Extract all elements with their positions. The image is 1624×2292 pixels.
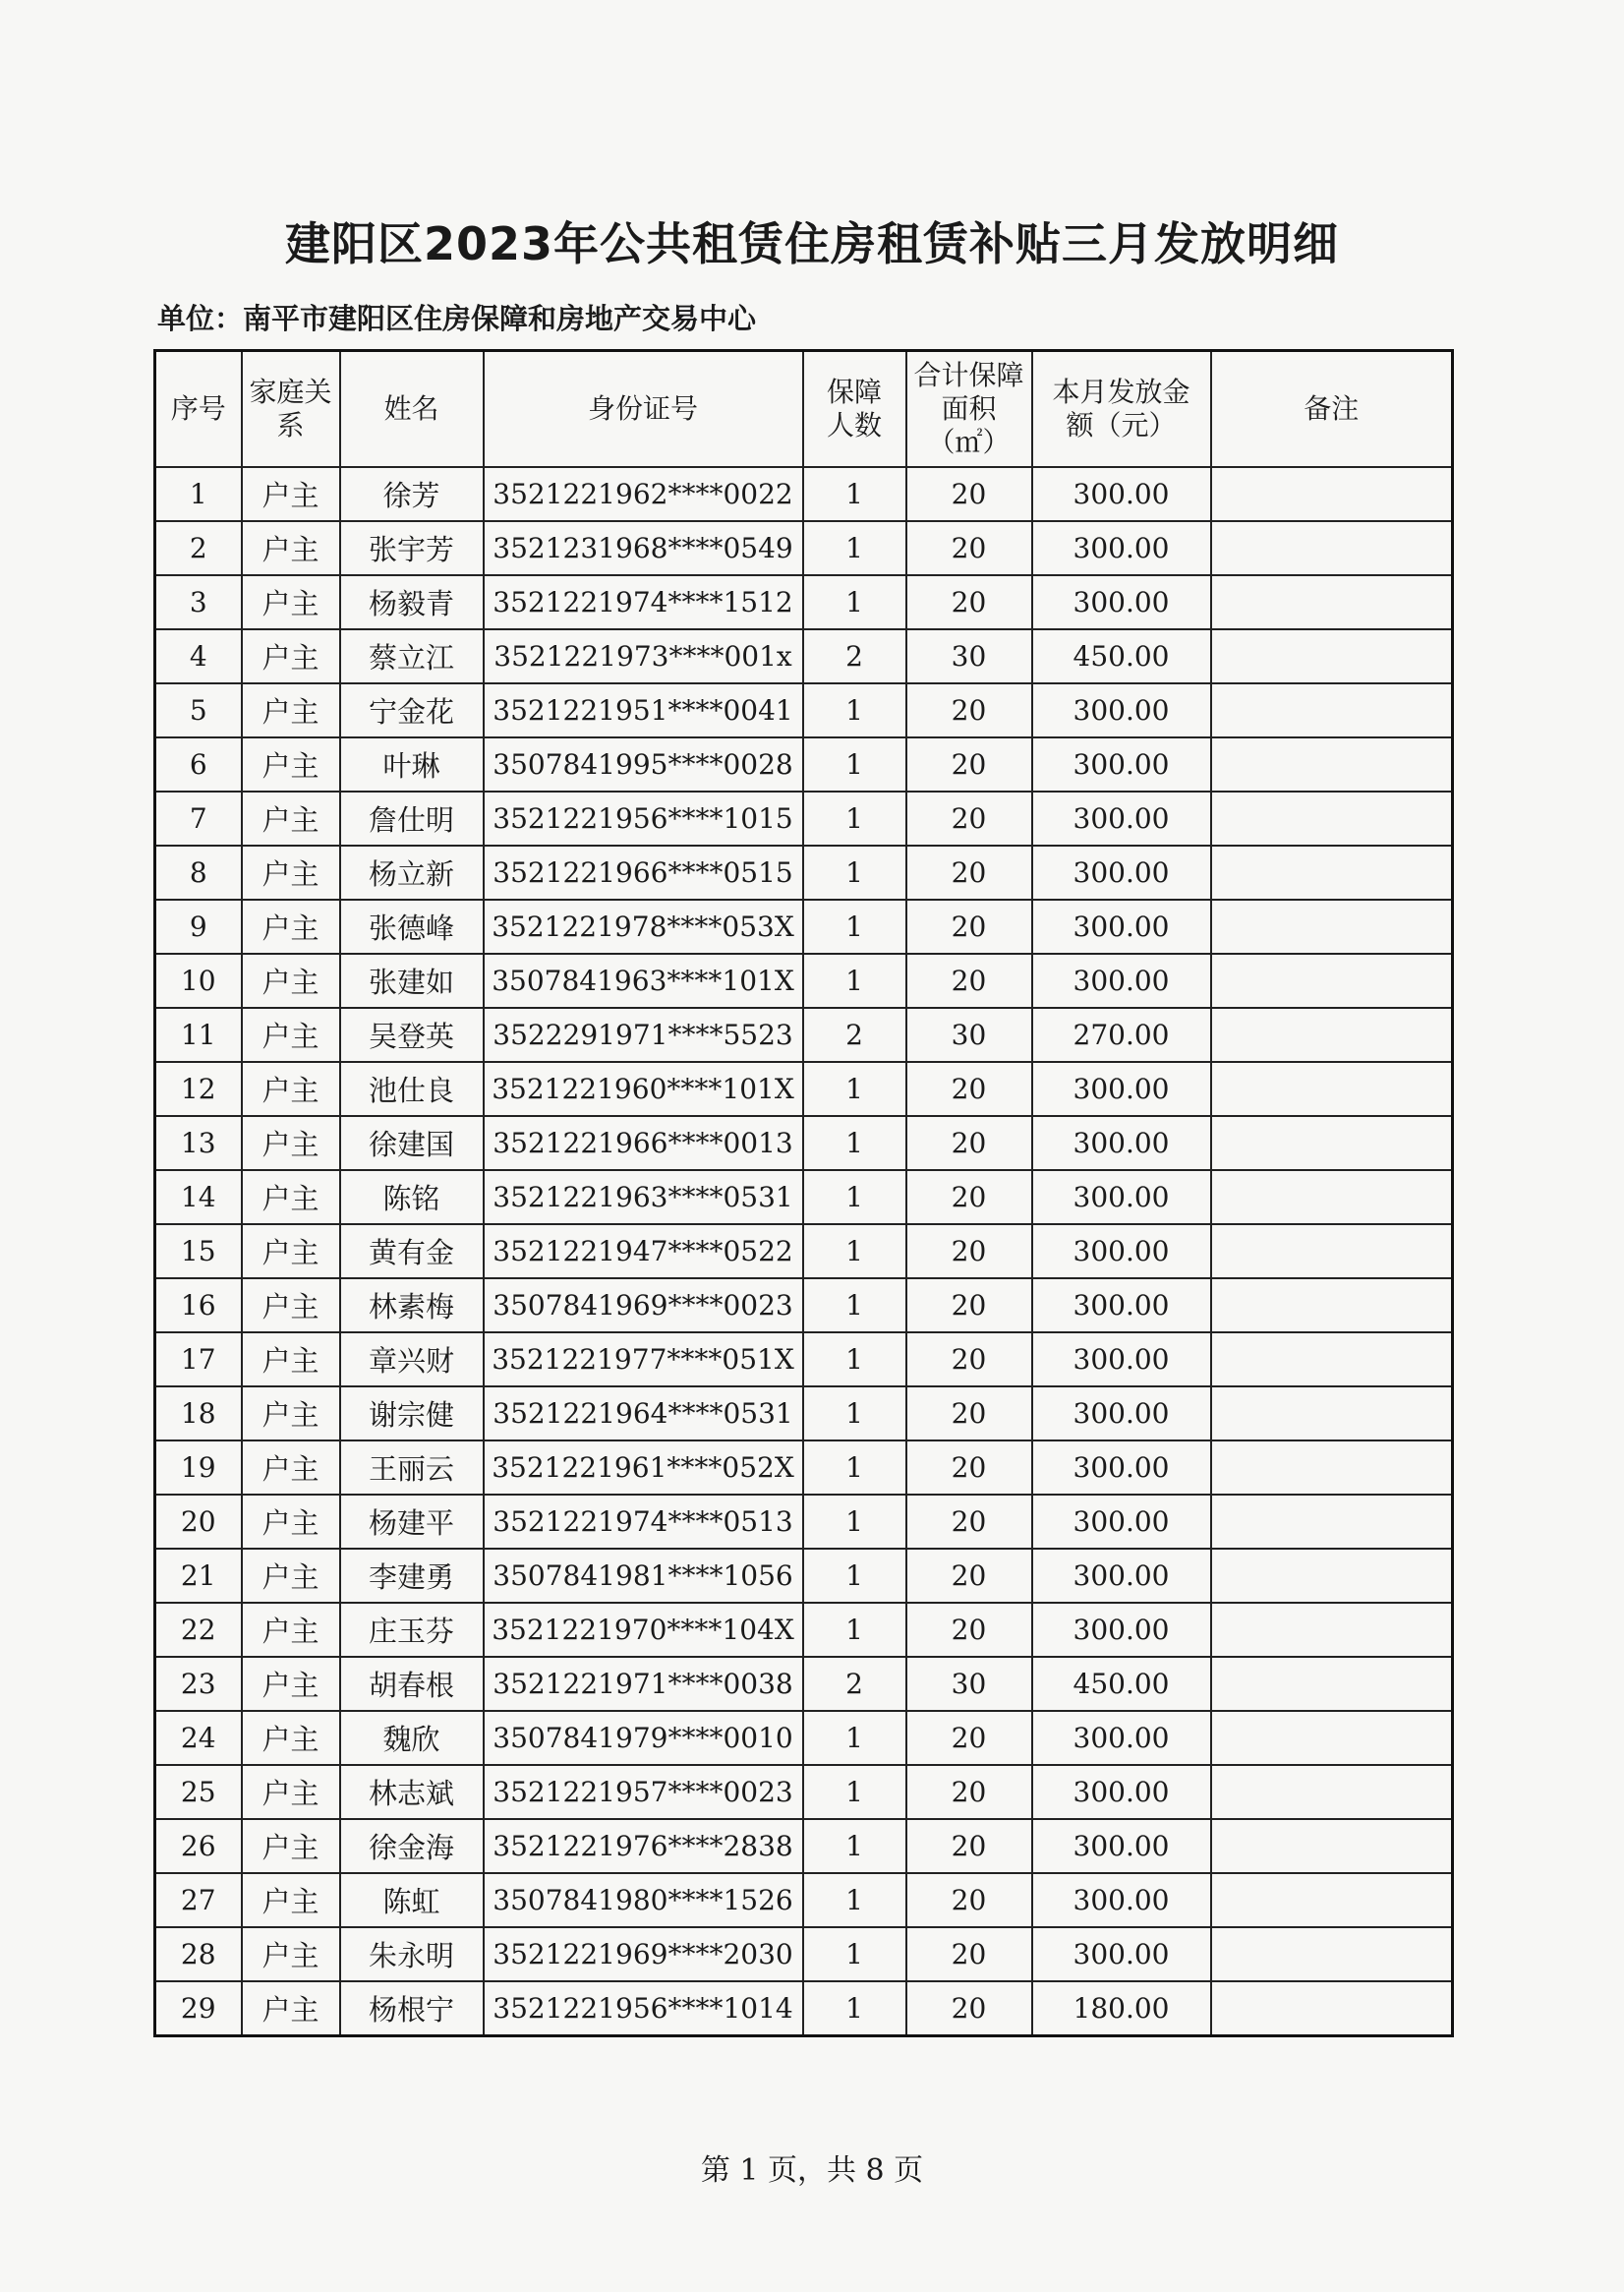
covered-persons-cell: 1 — [803, 521, 906, 575]
remark-cell — [1211, 1440, 1453, 1495]
id-number-cell: 3521221963****0531 — [484, 1170, 803, 1224]
person-name-cell: 张宇芳 — [340, 521, 484, 575]
remark-cell — [1211, 1927, 1453, 1981]
person-name-cell: 詹仕明 — [340, 792, 484, 846]
id-number-cell: 3521221974****0513 — [484, 1495, 803, 1549]
column-header: 保障人数 — [803, 351, 906, 468]
table-row — [155, 1657, 1453, 1711]
monthly-amount-cell: 300.00 — [1032, 954, 1211, 1008]
table-row — [155, 575, 1453, 629]
remark-cell — [1211, 1495, 1453, 1549]
table-header-row — [155, 351, 1453, 468]
remark-cell — [1211, 1224, 1453, 1278]
row-number-cell: 15 — [155, 1224, 242, 1278]
table-row — [155, 1386, 1453, 1440]
remark-cell — [1211, 1278, 1453, 1332]
id-number-cell: 3521221969****2030 — [484, 1927, 803, 1981]
family-relation-cell: 户主 — [242, 629, 340, 683]
table-row — [155, 954, 1453, 1008]
monthly-amount-cell: 300.00 — [1032, 1332, 1211, 1386]
covered-persons-cell: 1 — [803, 954, 906, 1008]
monthly-amount-cell: 300.00 — [1032, 900, 1211, 954]
remark-cell — [1211, 1657, 1453, 1711]
id-number-cell: 3521221961****052X — [484, 1440, 803, 1495]
person-name-cell: 林素梅 — [340, 1278, 484, 1332]
id-number-cell: 3521221977****051X — [484, 1332, 803, 1386]
covered-persons-cell: 1 — [803, 1386, 906, 1440]
remark-cell — [1211, 1170, 1453, 1224]
row-number-cell: 14 — [155, 1170, 242, 1224]
person-name-cell: 徐金海 — [340, 1819, 484, 1873]
monthly-amount-cell: 300.00 — [1032, 1170, 1211, 1224]
monthly-amount-cell: 300.00 — [1032, 792, 1211, 846]
covered-persons-cell: 1 — [803, 1440, 906, 1495]
id-number-cell: 3521221970****104X — [484, 1603, 803, 1657]
monthly-amount-cell: 300.00 — [1032, 1819, 1211, 1873]
row-number-cell: 19 — [155, 1440, 242, 1495]
column-header: 身份证号 — [484, 351, 803, 468]
remark-cell — [1211, 900, 1453, 954]
family-relation-cell: 户主 — [242, 1278, 340, 1332]
covered-area-cell: 20 — [906, 1819, 1032, 1873]
table-row — [155, 467, 1453, 521]
remark-cell — [1211, 1386, 1453, 1440]
person-name-cell: 胡春根 — [340, 1657, 484, 1711]
covered-area-cell: 20 — [906, 1927, 1032, 1981]
table-row — [155, 683, 1453, 737]
id-number-cell: 3521221966****0515 — [484, 846, 803, 900]
person-name-cell: 张德峰 — [340, 900, 484, 954]
family-relation-cell: 户主 — [242, 1765, 340, 1819]
covered-persons-cell: 1 — [803, 1603, 906, 1657]
person-name-cell: 杨毅青 — [340, 575, 484, 629]
row-number-cell: 1 — [155, 467, 242, 521]
row-number-cell: 12 — [155, 1062, 242, 1116]
table-row — [155, 1981, 1453, 2036]
row-number-cell: 13 — [155, 1116, 242, 1170]
table-row — [155, 1224, 1453, 1278]
covered-area-cell: 20 — [906, 1062, 1032, 1116]
id-number-cell: 3507841963****101X — [484, 954, 803, 1008]
covered-area-cell: 20 — [906, 1981, 1032, 2036]
row-number-cell: 5 — [155, 683, 242, 737]
family-relation-cell: 户主 — [242, 683, 340, 737]
table-row — [155, 1495, 1453, 1549]
covered-area-cell: 30 — [906, 1008, 1032, 1062]
row-number-cell: 11 — [155, 1008, 242, 1062]
covered-persons-cell: 1 — [803, 1765, 906, 1819]
id-number-cell: 3521221957****0023 — [484, 1765, 803, 1819]
row-number-cell: 18 — [155, 1386, 242, 1440]
table-row — [155, 1819, 1453, 1873]
family-relation-cell: 户主 — [242, 521, 340, 575]
remark-cell — [1211, 1711, 1453, 1765]
monthly-amount-cell: 300.00 — [1032, 1765, 1211, 1819]
covered-area-cell: 20 — [906, 521, 1032, 575]
id-number-cell: 3521221974****1512 — [484, 575, 803, 629]
remark-cell — [1211, 737, 1453, 792]
monthly-amount-cell: 180.00 — [1032, 1981, 1211, 2036]
covered-persons-cell: 1 — [803, 1549, 906, 1603]
row-number-cell: 4 — [155, 629, 242, 683]
remark-cell — [1211, 1062, 1453, 1116]
table-row — [155, 1440, 1453, 1495]
monthly-amount-cell: 300.00 — [1032, 575, 1211, 629]
family-relation-cell: 户主 — [242, 737, 340, 792]
id-number-cell: 3522291971****5523 — [484, 1008, 803, 1062]
person-name-cell: 杨立新 — [340, 846, 484, 900]
family-relation-cell: 户主 — [242, 575, 340, 629]
covered-persons-cell: 1 — [803, 1873, 906, 1927]
monthly-amount-cell: 300.00 — [1032, 1278, 1211, 1332]
id-number-cell: 3521221956****1014 — [484, 1981, 803, 2036]
covered-persons-cell: 1 — [803, 683, 906, 737]
remark-cell — [1211, 1873, 1453, 1927]
id-number-cell: 3507841980****1526 — [484, 1873, 803, 1927]
family-relation-cell: 户主 — [242, 1981, 340, 2036]
remark-cell — [1211, 954, 1453, 1008]
id-number-cell: 3521231968****0549 — [484, 521, 803, 575]
table-row — [155, 1603, 1453, 1657]
document-title: 建阳区2023年公共租赁住房租赁补贴三月发放明细 — [284, 217, 1340, 270]
person-name-cell: 庄玉芬 — [340, 1603, 484, 1657]
remark-cell — [1211, 1116, 1453, 1170]
column-header: 合计保障面积（㎡） — [906, 351, 1032, 468]
row-number-cell: 25 — [155, 1765, 242, 1819]
covered-persons-cell: 1 — [803, 900, 906, 954]
person-name-cell: 杨建平 — [340, 1495, 484, 1549]
id-number-cell: 3521221947****0522 — [484, 1224, 803, 1278]
person-name-cell: 朱永明 — [340, 1927, 484, 1981]
family-relation-cell: 户主 — [242, 792, 340, 846]
family-relation-cell: 户主 — [242, 1440, 340, 1495]
covered-area-cell: 20 — [906, 1873, 1032, 1927]
monthly-amount-cell: 300.00 — [1032, 1116, 1211, 1170]
monthly-amount-cell: 300.00 — [1032, 467, 1211, 521]
id-number-cell: 3521221971****0038 — [484, 1657, 803, 1711]
covered-persons-cell: 1 — [803, 1711, 906, 1765]
table-row — [155, 1008, 1453, 1062]
person-name-cell: 章兴财 — [340, 1332, 484, 1386]
covered-area-cell: 20 — [906, 846, 1032, 900]
row-number-cell: 24 — [155, 1711, 242, 1765]
table-row — [155, 1062, 1453, 1116]
family-relation-cell: 户主 — [242, 1495, 340, 1549]
column-header: 家庭关系 — [242, 351, 340, 468]
table-row — [155, 1116, 1453, 1170]
family-relation-cell: 户主 — [242, 1711, 340, 1765]
monthly-amount-cell: 300.00 — [1032, 846, 1211, 900]
covered-persons-cell: 1 — [803, 1116, 906, 1170]
id-number-cell: 3521221978****053X — [484, 900, 803, 954]
table-row — [155, 629, 1453, 683]
covered-persons-cell: 1 — [803, 1819, 906, 1873]
table-row — [155, 1278, 1453, 1332]
id-number-cell: 3521221951****0041 — [484, 683, 803, 737]
family-relation-cell: 户主 — [242, 1657, 340, 1711]
table-row — [155, 737, 1453, 792]
person-name-cell: 蔡立江 — [340, 629, 484, 683]
covered-persons-cell: 1 — [803, 1927, 906, 1981]
table-row — [155, 1332, 1453, 1386]
person-name-cell: 杨根宁 — [340, 1981, 484, 2036]
person-name-cell: 叶琳 — [340, 737, 484, 792]
page-number: 第 1 页，共 8 页 — [700, 2153, 924, 2188]
person-name-cell: 池仕良 — [340, 1062, 484, 1116]
id-number-cell: 3507841995****0028 — [484, 737, 803, 792]
covered-area-cell: 20 — [906, 1495, 1032, 1549]
monthly-amount-cell: 300.00 — [1032, 1873, 1211, 1927]
monthly-amount-cell: 300.00 — [1032, 1386, 1211, 1440]
covered-persons-cell: 1 — [803, 1981, 906, 2036]
covered-area-cell: 20 — [906, 1440, 1032, 1495]
monthly-amount-cell: 300.00 — [1032, 683, 1211, 737]
monthly-amount-cell: 300.00 — [1032, 1440, 1211, 1495]
row-number-cell: 27 — [155, 1873, 242, 1927]
covered-area-cell: 30 — [906, 1657, 1032, 1711]
id-number-cell: 3521221973****001x — [484, 629, 803, 683]
id-number-cell: 3507841969****0023 — [484, 1278, 803, 1332]
table-row — [155, 521, 1453, 575]
id-number-cell: 3521221962****0022 — [484, 467, 803, 521]
remark-cell — [1211, 1981, 1453, 2036]
row-number-cell: 28 — [155, 1927, 242, 1981]
family-relation-cell: 户主 — [242, 1549, 340, 1603]
table-row — [155, 1927, 1453, 1981]
row-number-cell: 10 — [155, 954, 242, 1008]
covered-area-cell: 20 — [906, 1765, 1032, 1819]
covered-persons-cell: 2 — [803, 1657, 906, 1711]
family-relation-cell: 户主 — [242, 1386, 340, 1440]
family-relation-cell: 户主 — [242, 1170, 340, 1224]
remark-cell — [1211, 1549, 1453, 1603]
row-number-cell: 8 — [155, 846, 242, 900]
covered-area-cell: 20 — [906, 1386, 1032, 1440]
covered-persons-cell: 1 — [803, 792, 906, 846]
monthly-amount-cell: 300.00 — [1032, 521, 1211, 575]
remark-cell — [1211, 575, 1453, 629]
table-row — [155, 1170, 1453, 1224]
person-name-cell: 吴登英 — [340, 1008, 484, 1062]
row-number-cell: 23 — [155, 1657, 242, 1711]
remark-cell — [1211, 1008, 1453, 1062]
monthly-amount-cell: 450.00 — [1032, 629, 1211, 683]
row-number-cell: 20 — [155, 1495, 242, 1549]
column-header: 备注 — [1211, 351, 1453, 468]
family-relation-cell: 户主 — [242, 1008, 340, 1062]
covered-area-cell: 20 — [906, 1603, 1032, 1657]
column-header: 本月发放金额（元） — [1032, 351, 1211, 468]
row-number-cell: 29 — [155, 1981, 242, 2036]
remark-cell — [1211, 792, 1453, 846]
person-name-cell: 谢宗健 — [340, 1386, 484, 1440]
family-relation-cell: 户主 — [242, 1062, 340, 1116]
family-relation-cell: 户主 — [242, 1332, 340, 1386]
covered-persons-cell: 1 — [803, 1332, 906, 1386]
covered-area-cell: 20 — [906, 467, 1032, 521]
remark-cell — [1211, 683, 1453, 737]
covered-area-cell: 20 — [906, 1278, 1032, 1332]
id-number-cell: 3521221956****1015 — [484, 792, 803, 846]
person-name-cell: 宁金花 — [340, 683, 484, 737]
monthly-amount-cell: 300.00 — [1032, 1224, 1211, 1278]
remark-cell — [1211, 467, 1453, 521]
family-relation-cell: 户主 — [242, 1927, 340, 1981]
person-name-cell: 张建如 — [340, 954, 484, 1008]
row-number-cell: 21 — [155, 1549, 242, 1603]
column-header: 序号 — [155, 351, 242, 468]
remark-cell — [1211, 846, 1453, 900]
id-number-cell: 3521221964****0531 — [484, 1386, 803, 1440]
covered-area-cell: 20 — [906, 954, 1032, 1008]
monthly-amount-cell: 300.00 — [1032, 1062, 1211, 1116]
monthly-amount-cell: 300.00 — [1032, 737, 1211, 792]
row-number-cell: 16 — [155, 1278, 242, 1332]
monthly-amount-cell: 300.00 — [1032, 1927, 1211, 1981]
subsidy-table — [153, 349, 1454, 2037]
covered-area-cell: 20 — [906, 683, 1032, 737]
covered-persons-cell: 2 — [803, 629, 906, 683]
covered-area-cell: 20 — [906, 737, 1032, 792]
monthly-amount-cell: 300.00 — [1032, 1711, 1211, 1765]
covered-area-cell: 20 — [906, 1224, 1032, 1278]
covered-persons-cell: 1 — [803, 1495, 906, 1549]
person-name-cell: 李建勇 — [340, 1549, 484, 1603]
person-name-cell: 林志斌 — [340, 1765, 484, 1819]
person-name-cell: 陈铭 — [340, 1170, 484, 1224]
family-relation-cell: 户主 — [242, 1603, 340, 1657]
remark-cell — [1211, 521, 1453, 575]
covered-persons-cell: 1 — [803, 1062, 906, 1116]
covered-persons-cell: 2 — [803, 1008, 906, 1062]
remark-cell — [1211, 1603, 1453, 1657]
covered-area-cell: 20 — [906, 1711, 1032, 1765]
family-relation-cell: 户主 — [242, 900, 340, 954]
row-number-cell: 2 — [155, 521, 242, 575]
issuing-unit: 单位：南平市建阳区住房保障和房地产交易中心 — [157, 302, 757, 335]
monthly-amount-cell: 300.00 — [1032, 1549, 1211, 1603]
remark-cell — [1211, 1332, 1453, 1386]
id-number-cell: 3521221976****2838 — [484, 1819, 803, 1873]
id-number-cell: 3507841979****0010 — [484, 1711, 803, 1765]
table-row — [155, 1765, 1453, 1819]
covered-area-cell: 20 — [906, 792, 1032, 846]
family-relation-cell: 户主 — [242, 1873, 340, 1927]
monthly-amount-cell: 300.00 — [1032, 1603, 1211, 1657]
monthly-amount-cell: 270.00 — [1032, 1008, 1211, 1062]
id-number-cell: 3507841981****1056 — [484, 1549, 803, 1603]
column-header: 姓名 — [340, 351, 484, 468]
table-row — [155, 1549, 1453, 1603]
remark-cell — [1211, 1765, 1453, 1819]
covered-persons-cell: 1 — [803, 1278, 906, 1332]
covered-area-cell: 20 — [906, 575, 1032, 629]
covered-persons-cell: 1 — [803, 575, 906, 629]
covered-area-cell: 20 — [906, 900, 1032, 954]
table-row — [155, 792, 1453, 846]
family-relation-cell: 户主 — [242, 1224, 340, 1278]
monthly-amount-cell: 450.00 — [1032, 1657, 1211, 1711]
person-name-cell: 魏欣 — [340, 1711, 484, 1765]
covered-area-cell: 20 — [906, 1549, 1032, 1603]
person-name-cell: 黄有金 — [340, 1224, 484, 1278]
covered-area-cell: 20 — [906, 1332, 1032, 1386]
monthly-amount-cell: 300.00 — [1032, 1495, 1211, 1549]
id-number-cell: 3521221960****101X — [484, 1062, 803, 1116]
row-number-cell: 3 — [155, 575, 242, 629]
remark-cell — [1211, 629, 1453, 683]
family-relation-cell: 户主 — [242, 954, 340, 1008]
row-number-cell: 9 — [155, 900, 242, 954]
person-name-cell: 陈虹 — [340, 1873, 484, 1927]
person-name-cell: 徐建国 — [340, 1116, 484, 1170]
table-row — [155, 846, 1453, 900]
row-number-cell: 26 — [155, 1819, 242, 1873]
family-relation-cell: 户主 — [242, 1819, 340, 1873]
table-row — [155, 1711, 1453, 1765]
covered-persons-cell: 1 — [803, 737, 906, 792]
covered-persons-cell: 1 — [803, 1224, 906, 1278]
person-name-cell: 王丽云 — [340, 1440, 484, 1495]
table-row — [155, 1873, 1453, 1927]
family-relation-cell: 户主 — [242, 846, 340, 900]
table-body — [155, 467, 1453, 2036]
row-number-cell: 6 — [155, 737, 242, 792]
row-number-cell: 17 — [155, 1332, 242, 1386]
row-number-cell: 22 — [155, 1603, 242, 1657]
row-number-cell: 7 — [155, 792, 242, 846]
covered-area-cell: 30 — [906, 629, 1032, 683]
covered-persons-cell: 1 — [803, 467, 906, 521]
family-relation-cell: 户主 — [242, 467, 340, 521]
covered-area-cell: 20 — [906, 1116, 1032, 1170]
person-name-cell: 徐芳 — [340, 467, 484, 521]
covered-area-cell: 20 — [906, 1170, 1032, 1224]
covered-persons-cell: 1 — [803, 846, 906, 900]
table-row — [155, 900, 1453, 954]
id-number-cell: 3521221966****0013 — [484, 1116, 803, 1170]
covered-persons-cell: 1 — [803, 1170, 906, 1224]
family-relation-cell: 户主 — [242, 1116, 340, 1170]
remark-cell — [1211, 1819, 1453, 1873]
